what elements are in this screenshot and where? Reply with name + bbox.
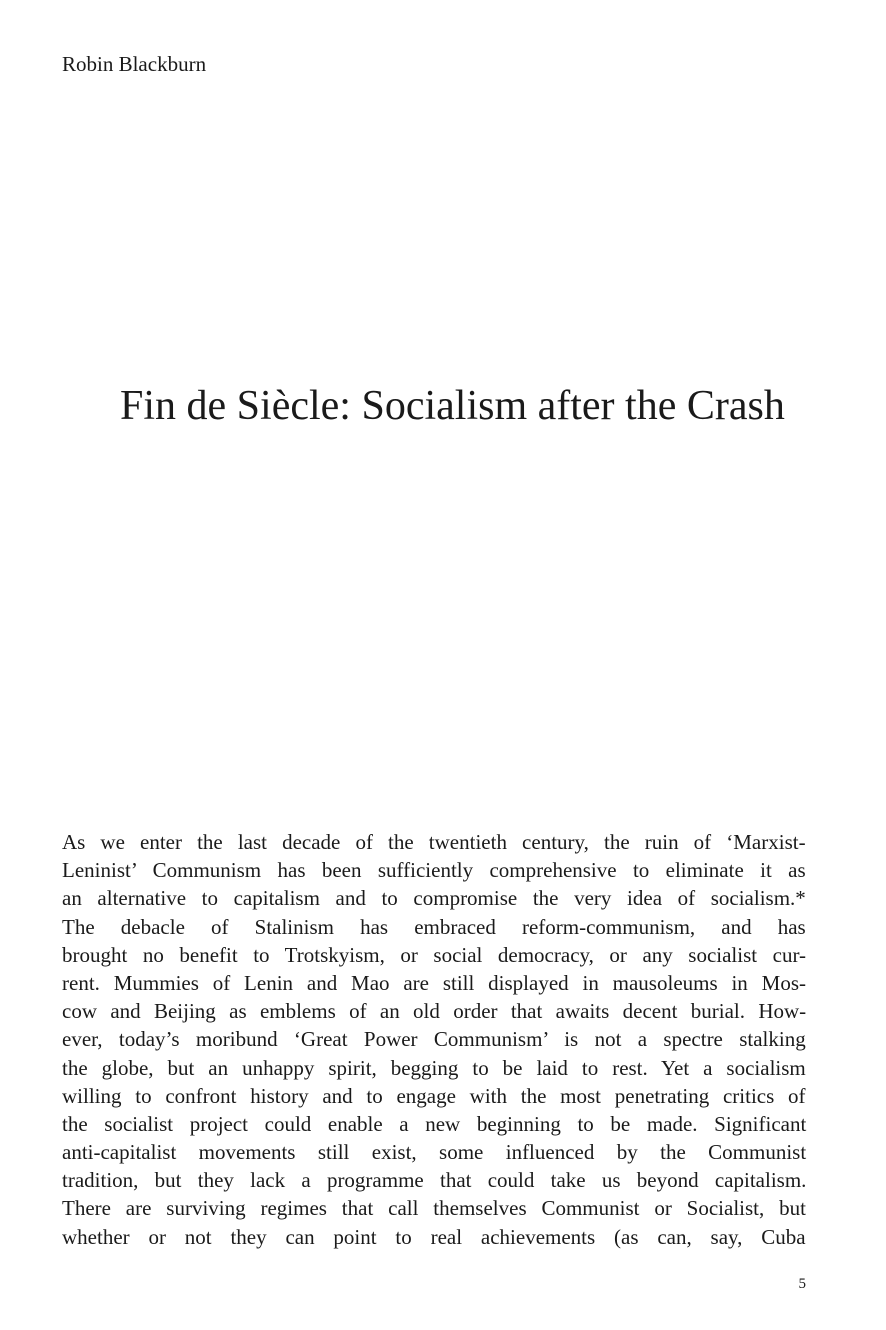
- body-line: rent. Mummies of Lenin and Mao are still displayed in mausoleums in Mos-: [62, 970, 806, 995]
- body-line: As we enter the last decade of the twentieth century, the ruin of ‘Marxist-: [62, 830, 806, 854]
- body-line: ever, today’s moribund ‘Great Power Communism’ is not a spectre stalking: [62, 1027, 806, 1052]
- body-line: Leninist’ Communism has been sufficiently comprehensive to eliminate it as: [62, 858, 806, 883]
- body-paragraph: [62, 828, 806, 1251]
- body-line: the globe, but an unhappy spirit, begging to be laid to rest. Yet a socialism: [62, 1055, 806, 1080]
- body-line: tradition, but they lack a programme that could take us beyond capitalism.: [62, 1168, 807, 1193]
- body-line: cow and Beijing as emblems of an old order that awaits decent burial. How-: [62, 999, 807, 1024]
- author-name: Robin Blackburn: [62, 52, 207, 76]
- body-line: willing to confront history and to engage with the most penetrating critics of: [62, 1083, 806, 1108]
- body-line: whether or not they can point to real achievements (as can, say, Cuba: [62, 1224, 806, 1249]
- page-number: 5: [798, 1276, 806, 1292]
- body-line: the socialist project could enable a new beginning to be made. Significant: [62, 1111, 807, 1136]
- body-line: The debacle of Stalinism has embraced reform-communism, and has: [62, 914, 806, 939]
- body-line: brought no benefit to Trotskyism, or social democracy, or any socialist cur-: [62, 942, 807, 967]
- body-line: anti-capitalist movements still exist, some influenced by the Communist: [62, 1140, 807, 1165]
- article-title: Fin de Siècle: Socialism after the Crash: [120, 383, 785, 429]
- body-line: There are surviving regimes that call themselves Communist or Socialist, but: [62, 1196, 806, 1221]
- body-line: an alternative to capitalism and to compromise the very idea of socialism.*: [62, 886, 806, 911]
